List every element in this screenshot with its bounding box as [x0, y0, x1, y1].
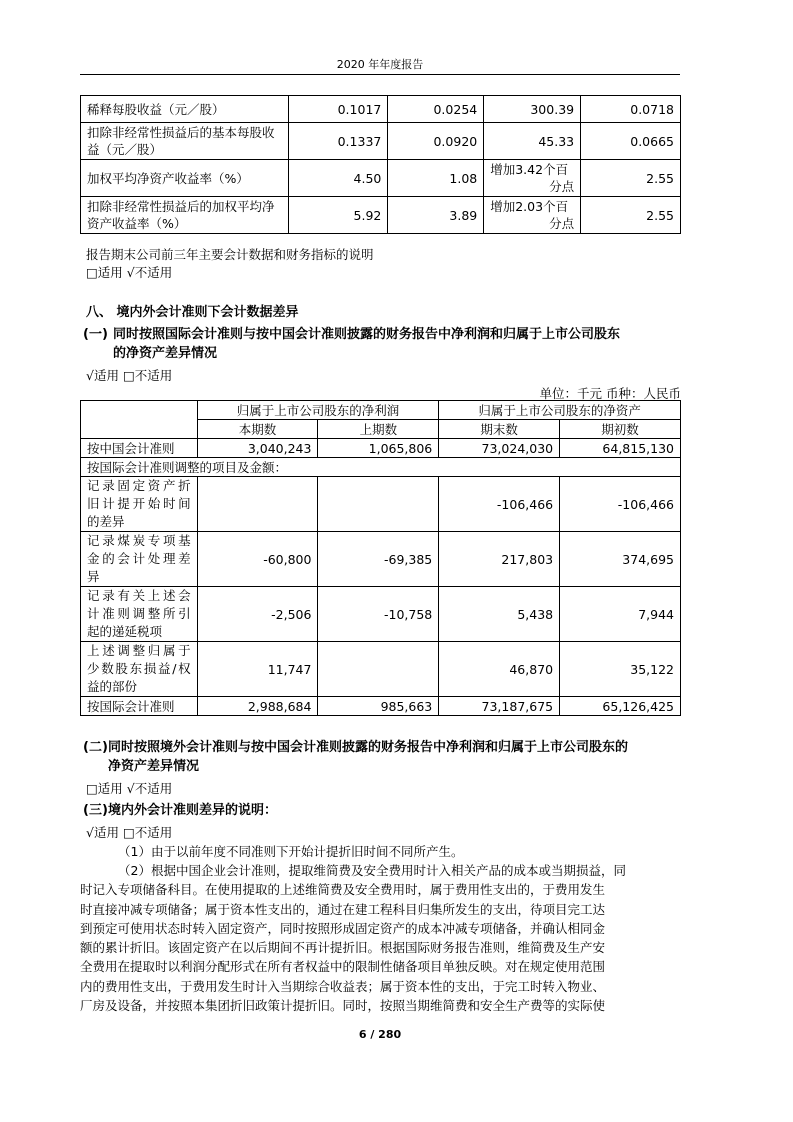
row-label: 稀释每股收益（元／股） — [81, 96, 289, 123]
table-row — [81, 697, 681, 716]
cell-value: 217,803 — [439, 532, 560, 587]
row-label: 扣除非经常性损益后的基本每股收益（元／股） — [81, 123, 289, 160]
section-title: 八、 境内外会计准则下会计数据差异 — [86, 305, 299, 320]
column-header: 上期数 — [318, 420, 439, 439]
row-label: 记录有关上述会 计准则调整所引 起的递延税项 — [81, 587, 198, 642]
cell-value: 985,663 — [318, 697, 439, 716]
cell-value: 11,747 — [197, 642, 318, 697]
cell-value: 374,695 — [560, 532, 681, 587]
cell-value: 35,122 — [560, 642, 681, 697]
cell-value: 64,815,130 — [560, 439, 681, 458]
table-row — [81, 477, 681, 532]
cell-value: 5.92 — [288, 197, 388, 234]
cell-value — [318, 477, 439, 532]
cell-value: -106,466 — [560, 477, 681, 532]
cell-value: -69,385 — [318, 532, 439, 587]
row-label: 扣除非经常性损益后的加权平均净资产收益率（%） — [81, 197, 289, 234]
page-header: 2020 年年度报告 — [336, 58, 424, 71]
table-row — [81, 642, 681, 697]
group-header-net-profit: 归属于上市公司股东的净利润 — [197, 401, 439, 420]
cell-value: 0.0920 — [388, 123, 484, 160]
financial-indicators-table — [80, 95, 681, 234]
applicability-options: □适用 √不适用 — [86, 781, 173, 796]
applicability-options: √适用 □不适用 — [86, 368, 173, 383]
cell-value: -2,506 — [197, 587, 318, 642]
table-row — [81, 532, 681, 587]
header-empty — [81, 401, 198, 439]
cell-value: 73,187,675 — [439, 697, 560, 716]
column-header: 本期数 — [197, 420, 318, 439]
subsection-number: (二) — [83, 740, 108, 755]
cell-value: 3.89 — [388, 197, 484, 234]
cell-value: -60,800 — [197, 532, 318, 587]
table-row — [81, 458, 681, 477]
cell-value: 2.55 — [581, 160, 681, 197]
cell-value — [318, 642, 439, 697]
cell-value: 300.39 — [484, 96, 581, 123]
cell-value: 5,438 — [439, 587, 560, 642]
subsection-title-cont: 净资产差异情况 — [108, 759, 200, 774]
cell-value: 0.0718 — [581, 96, 681, 123]
row-label: 上述调整归属于 少数股东损益/权 益的部份 — [81, 642, 198, 697]
cell-value: 65,126,425 — [560, 697, 681, 716]
subsection-title: 同时按照国际会计准则与按中国会计准则披露的财务报告中净利润和归属于上市公司股东 — [113, 327, 621, 342]
cell-value: 1.08 — [388, 160, 484, 197]
row-label: 按国际会计准则 — [81, 697, 198, 716]
table-row — [81, 439, 681, 458]
cell-value: 7,944 — [560, 587, 681, 642]
subsection-title: 同时按照境外会计准则与按中国会计准则披露的财务报告中净利润和归属于上市公司股东的 — [108, 740, 629, 755]
subsection-number: (三) — [83, 803, 108, 818]
page-number: 6 / 280 — [358, 1028, 402, 1041]
table-row — [81, 96, 681, 123]
table-row — [81, 587, 681, 642]
row-label: 记录煤炭专项基 金的会计处理差 异 — [81, 532, 198, 587]
note-text: 报告期末公司前三年主要会计数据和财务指标的说明 — [86, 247, 374, 262]
subsection-number: (一) — [83, 327, 108, 342]
applicability-options: √适用 □不适用 — [86, 825, 173, 840]
paragraph: （1）由于以前年度不同准则下开始计提折旧时间不同所产生。 — [118, 844, 464, 859]
cell-value: -10,758 — [318, 587, 439, 642]
row-label: 记录固定资产折 旧计提开始时间 的差异 — [81, 477, 198, 532]
cell-value: 0.1337 — [288, 123, 388, 160]
cell-value: 73,024,030 — [439, 439, 560, 458]
table-row — [81, 197, 681, 234]
cell-value: 2,988,684 — [197, 697, 318, 716]
cell-value: 3,040,243 — [197, 439, 318, 458]
cell-value: 4.50 — [288, 160, 388, 197]
cell-value: 46,870 — [439, 642, 560, 697]
table-row — [81, 160, 681, 197]
column-header: 期末数 — [439, 420, 560, 439]
table-header-row — [81, 401, 681, 420]
cell-value: 45.33 — [484, 123, 581, 160]
cell-value — [197, 477, 318, 532]
cell-value: 1,065,806 — [318, 439, 439, 458]
column-header: 期初数 — [560, 420, 681, 439]
header-rule — [80, 74, 680, 75]
row-label: 按中国会计准则 — [81, 439, 198, 458]
cell-value: 0.0665 — [581, 123, 681, 160]
unit-label: 单位：千元 币种：人民币 — [539, 386, 681, 401]
gaap-difference-table — [80, 400, 681, 716]
cell-value: 0.0254 — [388, 96, 484, 123]
cell-value: -106,466 — [439, 477, 560, 532]
row-label: 加权平均净资产收益率（%） — [81, 160, 289, 197]
cell-change: 增加2.03个百 分点 — [484, 197, 581, 234]
cell-value: 0.1017 — [288, 96, 388, 123]
subsection-title: 境内外会计准则差异的说明： — [108, 803, 278, 818]
applicability-options: □适用 √不适用 — [86, 265, 173, 280]
paragraph: （2）根据中国企业会计准则，提取维简费及安全费用时计入相关产品的成本或当期损益，同 时记入专项储备科目。在使用提取的上述维简费及安全费用时，属于费用性支出的，于费用发生 时直接冲减专项储备；属于资本性支出的，通过在建工程科目归集所发生的支出，待项目完工达 到预定可使用状态时转入固定资产，同时按照形成固定资产的成本冲减专项储备，并确认相同金 额的累计折旧。该固定资产在以后期间不再计提折旧。根据国际财务报告准则，维简费及生产安 全费用在提取时以利润分配形式在所有者权益中的限制性储备项目单独反映。对在规定使用范围 内的费用性支出，于费用发生时计入当期综合收益表；属于资本性的支出，于完工时转入物业、 厂房及设备，并按照本集团折旧政策计提折旧。同时，按照当期维简费和安全生产费等的实际使 — [80, 863, 626, 1014]
adjustment-header: 按国际会计准则调整的项目及金额： — [81, 458, 681, 477]
cell-change: 增加3.42个百 分点 — [484, 160, 581, 197]
cell-value: 2.55 — [581, 197, 681, 234]
subsection-title-cont: 的净资产差异情况 — [113, 346, 218, 361]
group-header-net-assets: 归属于上市公司股东的净资产 — [439, 401, 681, 420]
table-row — [81, 123, 681, 160]
